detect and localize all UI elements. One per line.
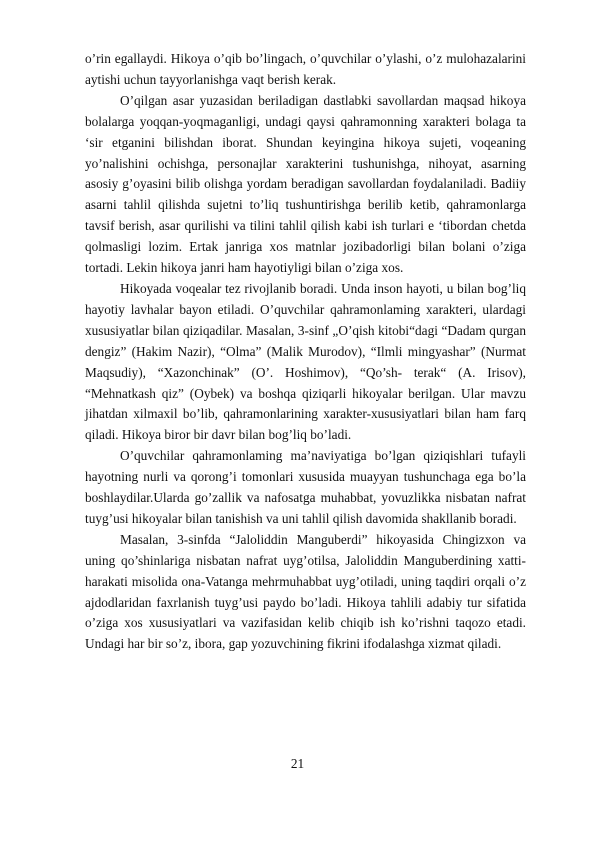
page-number: 21	[290, 756, 305, 771]
paragraph-4: O’quvchilar qahramonlaming ma’naviyatiga bo’lgan qiziqishlari tufayli hayotning nurli va qorong’i tomonlari xususida muayyan tushunchaga ega bo’la boshlaydilar.Ularda go’zallik va nafosatga muhabbat, yovuzlikka nisbatan nafrat tuyg’usi hikoyalar bilan tanishish va uni tahlil qilish davomida shakllanib boradi.	[85, 448, 526, 526]
paragraph-2: O’qilgan asar yuzasidan beriladigan dastlabki savollardan maqsad hikoya bolalarga yoqqan-yoqmaganligi, undagi qaysi qahramonning xarakteri bolaga ta ‘sir etganini bilishdan iborat. Shundan keyingina hikoya sujeti, voqeaning yo’nalishini ochishga, personajlar xarakterini tushunishga, nihoyat, asarning asosiy g’oyasini bilib olishga yordam beradigan savollardan foydalaniladi. Badiiy asarni tahlil qilishda sujetni to’liq tushuntirishga berilib ketib, qahramonlarga tavsif berish, asar qurilishi va tilini tahlil qilish kabi ish turlari e ‘tibordan chetda qolmasligi lozim. Ertak janriga xos matnlar jozibadorligi bilan bolani o’ziga tortadi. Lekin hikoya janri ham hayotiyligi bilan o’ziga xos.	[85, 92, 526, 276]
paragraph-3: Hikoyada voqealar tez rivojlanib boradi. Unda inson hayoti, u bilan bog’liq hayotiy lavhalar bayon etiladi. O’quvchilar qahramonlaming xarakteri, ulardagi xususiyatlar bilan qiziqadilar. Masalan, 3-sinf „O’qish kitobi“dagi “Dadam qurgan dengiz” (Hakim Nazir), “Olma” (Malik Murodov), “Ilmli mingyashar” (Nurmat Maqsudiy), “Xazonchinak” (O’. Hoshimov), “Qo’sh- terak“ (A. Irisov), “Mehnatkash qiz” (Oybek) va boshqa qiziqarli hikoyalar berilgan. Ular mavzu jihatdan xilmaxil bo’lib, qahramonlarining xarakter-xususiyatlari bilan ham farq qiladi. Hikoya biror bir davr bilan bog’liq bo’ladi.	[85, 280, 526, 443]
paragraph-5: Masalan, 3-sinfda “Jaloliddin Manguberdi” hikoyasida Chingizxon va uning qo’shinlariga nisbatan nafrat uyg’otilsa, Jaloliddin Manguberdining xatti-harakati misolida ona-Vatanga mehrmuhabbat uyg’otiladi, uning taqdiri orqali o’z ajdodlaridan faxrlanish tuyg’usi paydo bo’ladi. Hikoya tahlili adabiy tur sifatida o’ziga xos xususiyatlari va vazifasidan kelib chiqib ish ko’rishni taqozo etadi. Undagi har bir so’z, ibora, gap yozuvchining fikrini ifodalashga xizmat qiladi.	[85, 531, 526, 652]
paragraph-1: o’rin egallaydi. Hikoya o’qib bo’lingach, o’quvchilar o’ylashi, o’z mulohazalarini aytishi uchun tayyorlanishga vaqt berish kerak.	[85, 51, 526, 87]
document-body	[85, 49, 526, 655]
